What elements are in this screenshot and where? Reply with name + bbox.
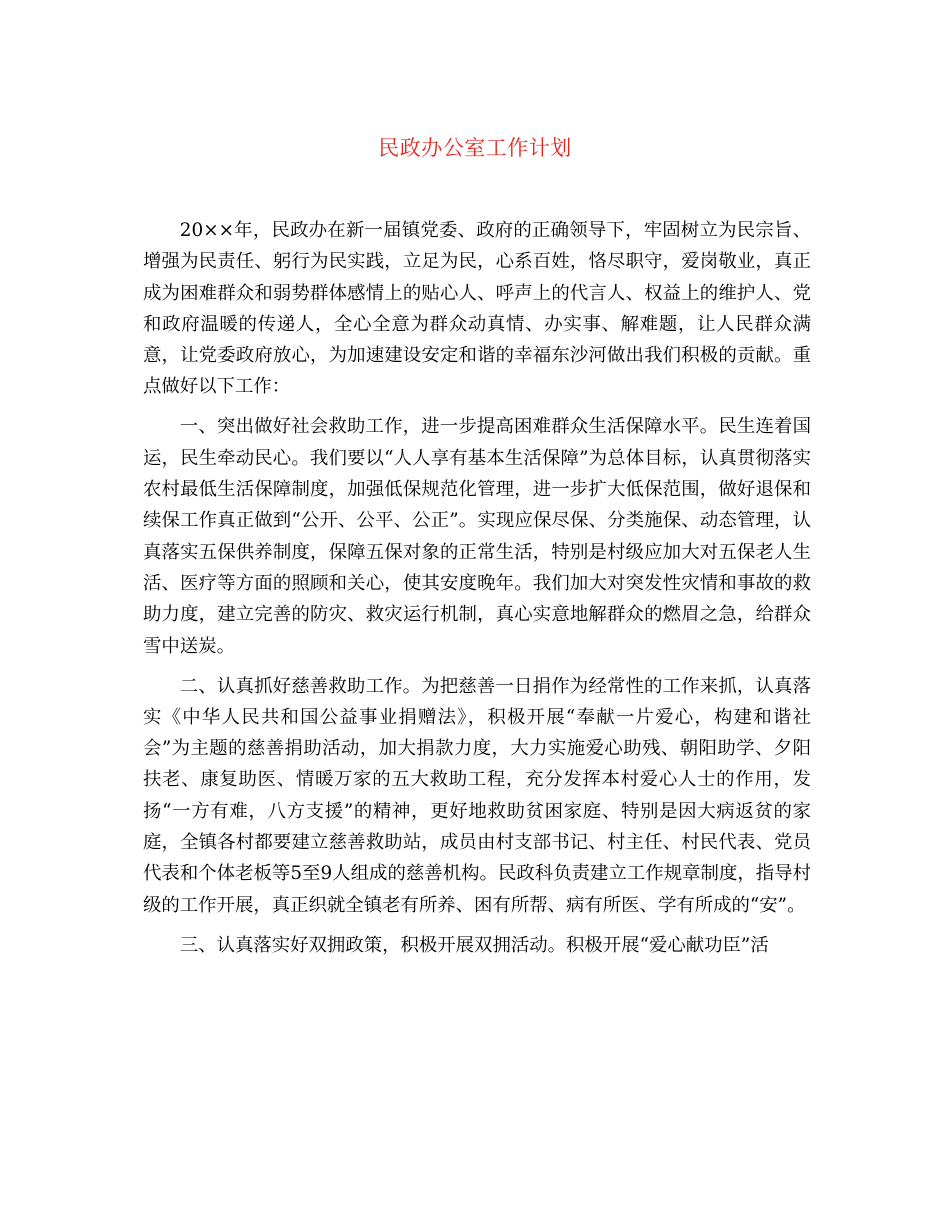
paragraph-charity-assistance: 二、认真抓好慈善救助工作。为把慈善一日捐作为经常性的工作来抓，认真落实《中华人民共和国公益事业捐赠法》，积极开展“奉献一片爱心，构建和谐社会”为主题的慈善捐助活动，加大捐款力度，大力实施爱心助残、朝阳助学、夕阳扶老、康复助医、情暖万家的五大救助工程，充分发挥本村爱心人士的作用，发扬“一方有难，八方支援”的精神，更好地救助贫困家庭、特别是因大病返贫的家庭，全镇各村都要建立慈善救助站，成员由村支部书记、村主任、村民代表、党员代表和个体老板等5至9人组成的慈善机构。民政科负责建立工作规章制度，指导村级的工作开展，真正织就全镇老有所养、困有所帮、病有所医、学有所成的“安”。 (143, 675, 811, 916)
paragraph-double-support: 三、认真落实好双拥政策，积极开展双拥活动。积极开展“爱心献功臣”活 (179, 934, 769, 956)
paragraph-intro: 20××年，民政办在新一届镇党委、政府的正确领导下，牢固树立为民宗旨、增强为民责任、躬行为民实践，立足为民，心系百姓，恪尽职守，爱岗敬业，真正成为困难群众和弱势群体感情上的贴心人、呼声上的代言人、权益上的维护人、党和政府温暖的传递人，全心全意为群众动真情、办实事、解难题，让人民群众满意，让党委政府放心，为加速建设安定和谐的幸福东沙河做出我们积极的贡献。重点做好以下工作： (143, 220, 811, 398)
document-body (143, 215, 811, 961)
document-title: 民政办公室工作计划 (378, 136, 572, 160)
paragraph-social-assistance: 一、突出做好社会救助工作，进一步提高困难群众生活保障水平。民生连着国运，民生牵动民心。我们要以“人人享有基本生活保障”为总体目标，认真贯彻落实农村最低生活保障制度，加强低保规范化管理，进一步扩大低保范围，做好退保和续保工作真正做到“公开、公平、公正”。实现应保尽保、分类施保、动态管理，认真落实五保供养制度，保障五保对象的正常生活，特别是村级应加大对五保老人生活、医疗等方面的照顾和关心，使其安度晚年。我们加大对突发性灾情和事故的救助力度，建立完善的防灾、救灾运行机制，真心实意地解群众的燃眉之急，给群众雪中送炭。 (143, 416, 811, 657)
